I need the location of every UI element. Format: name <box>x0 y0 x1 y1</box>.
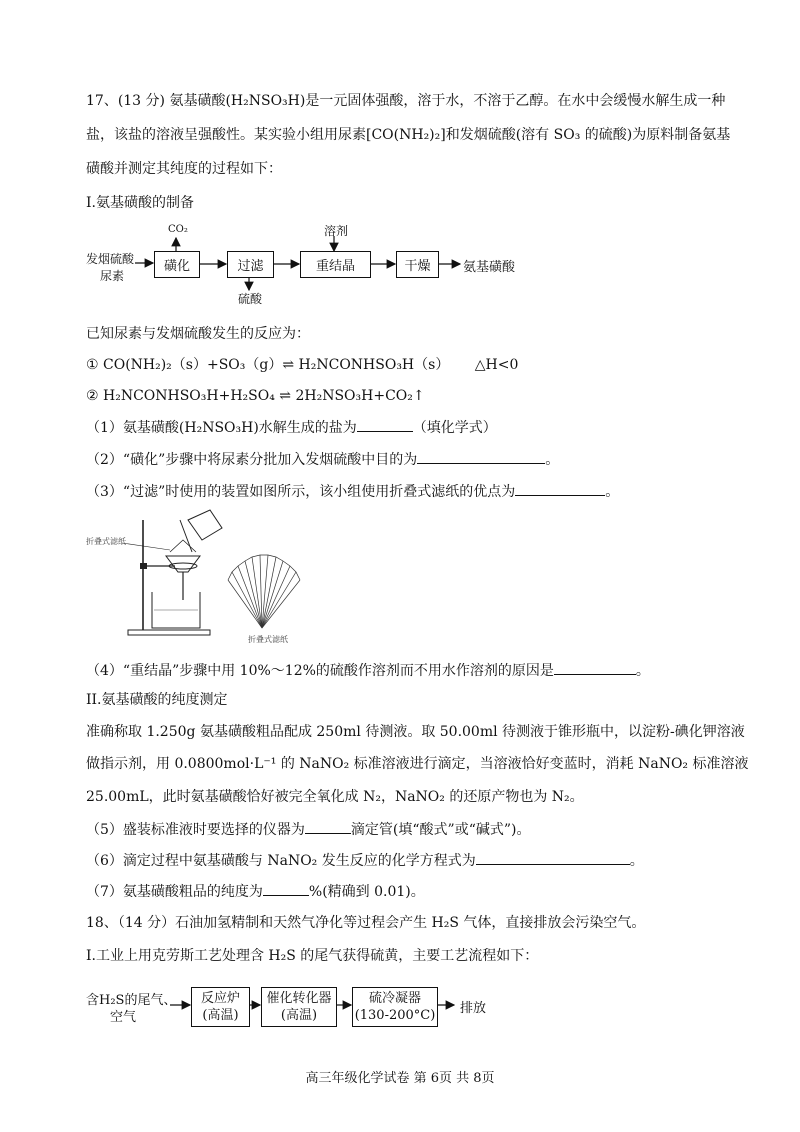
fig-label-folded-filter-bottom: 折叠式滤纸 <box>248 635 288 644</box>
question-7-end: %(精确到 0.01)。 <box>308 884 425 900</box>
claus-furnace-condition: (高温) <box>202 1008 239 1023</box>
question-6-end: 。 <box>629 853 644 869</box>
claus-reaction-furnace <box>191 987 250 1027</box>
flow1-co2: CO₂ <box>168 224 188 235</box>
question-1-text: （1）氨基磺酸(H₂NSO₃H)水解生成的盐为 <box>86 420 357 436</box>
question-4-text: （4）“重结晶”步骤中用 10%～12%的硫酸作溶剂而不用水作溶剂的原因是 <box>86 663 554 679</box>
flow1-product: 氨基磺酸 <box>463 260 516 275</box>
q17-line1: 17、(13 分) 氨基磺酸(H₂NSO₃H)是一元固体强酸，溶于水，不溶于乙醇。在水中会缓慢水解生成一种 <box>86 93 726 109</box>
claus-converter-label: 催化转化器 <box>266 991 332 1006</box>
claus-output-discharge: 排放 <box>460 1001 487 1016</box>
section-heading-preparation: I.氨基磺酸的制备 <box>86 195 194 211</box>
purity-paragraph-line2: 做指示剂，用 0.0800mol·L⁻¹ 的 NaNO₂ 标准溶液进行滴定，当溶液恰好变蓝时，消耗 NaNO₂ 标准溶液 <box>86 756 749 772</box>
claus-condenser-label: 硫冷凝器 <box>368 991 421 1006</box>
claus-catalytic-converter <box>261 987 337 1027</box>
flow1-step-sulfonation: 磺化 <box>154 251 200 278</box>
claus-furnace-label: 反应炉 <box>200 991 240 1006</box>
question-1-hint: （填化学式） <box>412 420 497 436</box>
known-reactions-intro: 已知尿素与发烟硫酸发生的反应为： <box>86 326 310 342</box>
fig-label-folded-filter-left: 折叠式滤纸 <box>86 537 126 546</box>
flow1-step-drying: 干燥 <box>396 251 439 278</box>
q17-line3: 磺酸并测定其纯度的过程如下： <box>86 161 282 177</box>
question-5-end: 滴定管(填“酸式”或“碱式”)。 <box>350 822 531 838</box>
reaction-1: ① CO(NH₂)₂（s）+SO₃（g）⇌ H₂NCONHSO₃H（s） △H<0 <box>86 357 519 373</box>
flow1-input-urea: 尿素 <box>100 269 125 283</box>
claus-input-air: 空气 <box>110 1010 137 1025</box>
section-heading-purity: II.氨基磺酸的纯度测定 <box>86 692 228 708</box>
flow1-step-filtration: 过滤 <box>227 251 274 278</box>
page-footer: 高三年级化学试卷 第 6页 共 8页 <box>305 1071 495 1086</box>
claus-sulfur-condenser <box>352 987 438 1027</box>
question-3-text: （3）“过滤”时使用的装置如图所示，该小组使用折叠式滤纸的优点为 <box>86 484 516 500</box>
purity-paragraph-line1: 准确称取 1.250g 氨基磺酸粗品配成 250ml 待测液。取 50.00ml 待测液于锥形瓶中，以淀粉-碘化钾溶液 <box>86 724 745 740</box>
flow1-step-recrystallization: 重结晶 <box>300 251 371 278</box>
flow1-input-oleum: 发烟硫酸 <box>86 252 135 266</box>
q18-section-heading: I.工业上用克劳斯工艺处理含 H₂S 的尾气获得硫黄，主要工艺流程如下： <box>86 948 539 964</box>
flow1-output-sulfuric-acid: 硫酸 <box>238 292 263 306</box>
question-3-end: 。 <box>605 484 620 500</box>
claus-converter-condition: (高温) <box>280 1008 318 1023</box>
question-5-text: （5）盛装标准液时要选择的仪器为 <box>86 822 305 838</box>
q18-line1: 18、（14 分）石油加氢精制和天然气净化等过程会产生 H₂S 气体，直接排放会污染空气。 <box>86 915 646 931</box>
claus-condenser-condition: (130-200°C) <box>354 1008 436 1023</box>
question-6-text: （6）滴定过程中氨基磺酸与 NaNO₂ 发生反应的化学方程式为 <box>86 853 476 869</box>
question-2-end: 。 <box>545 452 560 468</box>
flow1-solvent: 溶剂 <box>324 224 349 238</box>
question-4-end: 。 <box>635 663 650 679</box>
question-2-text: （2）“磺化”步骤中将尿素分批加入发烟硫酸中目的为 <box>86 452 418 468</box>
purity-paragraph-line3: 25.00mL，此时氨基磺酸恰好被完全氧化成 N₂，NaNO₂ 的还原产物也为 N₂。 <box>86 789 584 805</box>
claus-input-tailgas: 含H₂S的尾气、 <box>86 993 177 1008</box>
q17-line2: 盐，该盐的溶液呈强酸性。某实验小组用尿素[CO(NH₂)₂]和发烟硫酸(溶有 SO₃ 的硫酸)为原料制备氨基 <box>86 127 731 143</box>
reaction-2: ② H₂NCONHSO₃H+H₂SO₄ ⇌ 2H₂NSO₃H+CO₂↑ <box>86 388 425 404</box>
question-7-text: （7）氨基磺酸粗品的纯度为 <box>86 884 263 900</box>
